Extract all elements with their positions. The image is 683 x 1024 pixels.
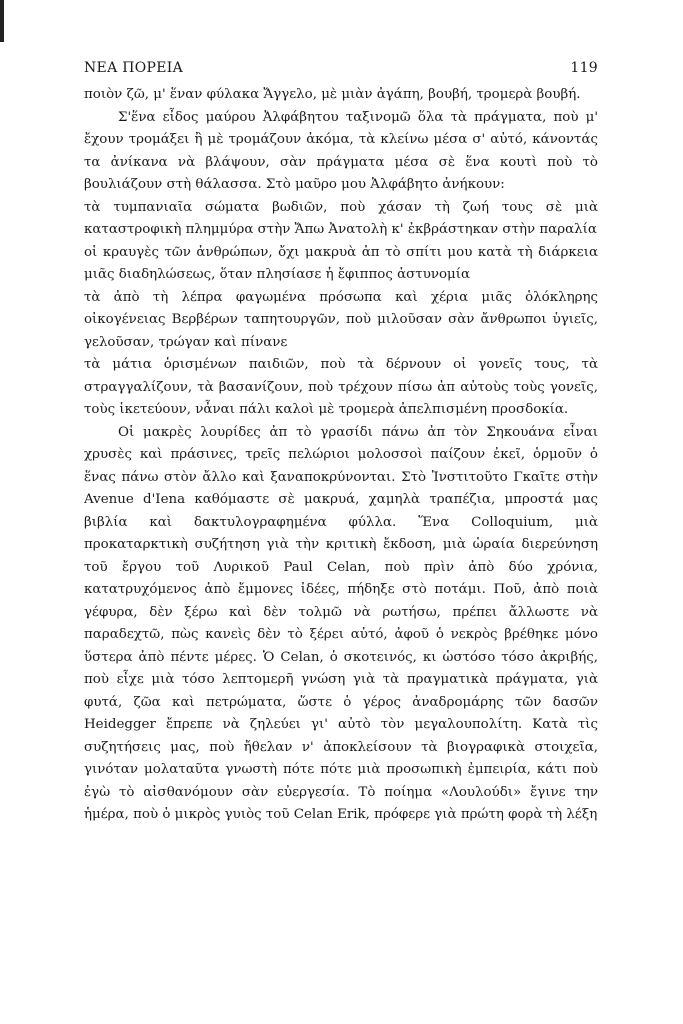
list-entry-cries: οἱ κραυγὲς τῶν ἀνθρώπων, ὄχι μακρυὰ ἀπ τὸ σπίτι μου κατὰ τὴ διάρκεια μιᾶς διαδηλώσεως, ὅταν πλησίασε ἡ ἔφιππος ἀστυνομία xyxy=(84,244,598,282)
paragraph-black-alphabet: Σ'ἕνα εἶδος μαύρου Ἀλφάβητου ταξινομῶ ὅλα τὰ πράγματα, ποὺ μ' ἔχουν τρομάξει ἢ μὲ τρομάζουν ἀκόμα, τὰ κλείνω μέσα σ' αὐτό, κάνοντάς τα ἀνίκανα νὰ βλάψουν, σὰν πράγματα μέσα σὲ ἕνα κουτὶ ποὺ τὸ βουλιάζουν στὴ θάλασσα. Στὸ μαῦρο μου Ἀλφάβητο ἀνήκουν: xyxy=(84,109,598,192)
running-title: ΝΕΑ ΠΟΡΕΙΑ xyxy=(84,60,183,76)
list-entry-lepers: τὰ ἀπὸ τὴ λέπρα φαγωμένα πρόσωπα καὶ χέρια μιᾶς ὁλόκληρης οἰκογένειας Βερβέρων ταπητουργῶν, ποὺ μιλοῦσαν σὰν ἄνθρωποι ὑγιεῖς, γελοῦσαν, τρώγαν καὶ πίνανε xyxy=(84,289,598,350)
paragraph-celan: Οἱ μακρὲς λουρίδες ἀπ τὸ γρασίδι πάνω ἀπ τὸν Σηκουάνα εἶναι χρυσὲς καὶ πράσινες, τρεῖς πελώριοι μολοσσοὶ παίζουν ἐκεῖ, ὁρμοῦν ὁ ἕνας πάνω στὸν ἄλλο καὶ ξαναποκρύνονται. Στὸ Ἰνστιτοῦτο Γκαῖτε στὴν Avenue d'Iena καθόμαστε σὲ μακρυά, χαμηλὰ τραπέζια, μπροστά μας βιβλία καὶ δακτυλογραφημένα φύλλα. Ἕνα Colloquium, μιὰ προκαταρκτικὴ συζήτηση γιὰ τὴν κριτικὴ ἔκδοση, μιὰ ὡραία διερεύνηση τοῦ ἔργου τοῦ Λυρικοῦ Paul Celan, ποὺ πρὶν ἀπὸ δύο χρόνια, κατατρυχόμενος ἀπὸ ἔμμονες ἰδέες, πήδηξε στὸ ποτάμι. Ποῦ, ἀπὸ ποιὰ γέφυρα, δὲν ξέρω καὶ δὲν τολμῶ νὰ ρωτήσω, πρέπει ἄλλωστε νὰ παραδεχτῶ, πὼς κανεὶς δὲν τὸ ξέρει αὐτό, ἀφοῦ ὁ νεκρὸς βρέθηκε μόνο ὕστερα ἀπὸ πέντε μέρες. Ὁ Celan, ὁ σκοτεινός, κι ὡστόσο τόσο ἀκριβής, ποὺ εἶχε μιὰ τόσο λεπτομερῆ γνώση γιὰ τὰ πραγματικὰ πράγματα, γιὰ φυτά, ζῶα καὶ πετρώματα, ὥστε ὁ γέρος ἀναδρομάρης τῶν δασῶν Heidegger ἔπρεπε νὰ ζηλεύει γι' αὐτὸ τὸν μεγαλουπολίτη. Κατὰ τὶς συζητήσεις μας, ποὺ ἤθελαν ν' ἀποκλείσουν τὰ βιογραφικὰ στοιχεῖα, γινόταν μολαταῦτα γνωστὴ πότε πότε μιὰ προσωπικὴ ἐμπειρία, κάτι ποὺ ἐγὼ τὸ αἰσθανόμουν σὰν εὐεργεσία. Τὸ ποίημα «Λουλούδι» ἔγινε την ἡμέρα, ποὺ ὁ μικρὸς γυιὸς τοῦ Celan Erik, πρόφερε γιὰ πρώτη φορὰ τὴ λέξη xyxy=(84,424,598,822)
book-page xyxy=(84,60,598,827)
list-entry-children: τὰ μάτια ὁρισμένων παιδιῶν, ποὺ τὰ δέρνουν οἱ γονεῖς τους, τὰ στραγγαλίζουν, τὰ βασανίζουν, ποὺ τρέχουν πίσω ἀπ αὐτοὺς τοὺς γονεῖς, τοὺς ἱκετεύουν, νἆναι πάλι καλοὶ μὲ τρομερὰ ἀπελπισμένη προσδοκία. xyxy=(84,357,598,417)
paragraph-continued: ποιὸν ζῶ, μ' ἕναν φύλακα Ἄγγελο, μὲ μιὰν ἀγάπη, βουβή, τρομερὰ βουβή. xyxy=(84,87,581,102)
running-header xyxy=(84,60,598,84)
body-text xyxy=(84,84,598,827)
page-edge-mark xyxy=(0,0,4,42)
page-number: 119 xyxy=(570,60,598,76)
list-entry-oxen: τὰ τυμπανιαῖα σώματα βωδιῶν, ποὺ χάσαν τὴ ζωή τους σὲ μιὰ καταστροφικὴ πλημμύρα στὴν Ἄπω Ἀνατολὴ κ' ἐκβράστηκαν στὴν παραλία xyxy=(84,199,598,237)
